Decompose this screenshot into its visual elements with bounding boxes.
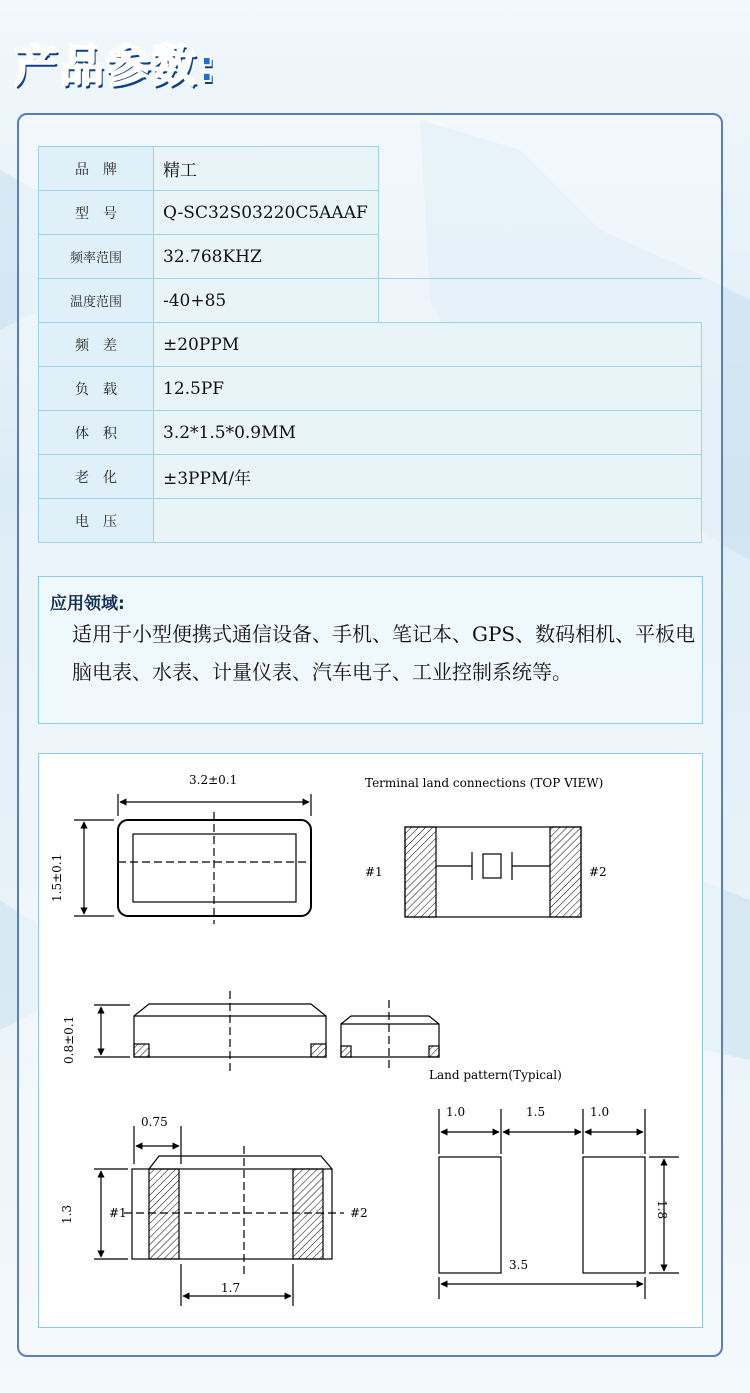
spec-value-frequency: 32.768KHZ <box>154 235 379 279</box>
spec-label-temperature: 温度范围 <box>39 279 154 323</box>
page-title: 产品参数: <box>14 41 218 92</box>
table-row <box>39 411 702 455</box>
table-row <box>39 455 702 499</box>
pin2-bottom-label: #2 <box>350 1206 368 1220</box>
spec-label-load: 负 载 <box>39 367 154 411</box>
dim-13-label: 1.3 <box>60 1204 74 1224</box>
spec-value-brand: 精工 <box>154 147 379 191</box>
spec-value-temperature: -40+85 <box>154 279 379 323</box>
land-10a-label: 1.0 <box>446 1105 466 1119</box>
spec-label-size: 体 积 <box>39 411 154 455</box>
application-text: 适用于小型便携式通信设备、手机、笔记本、GPS、数码相机、平板电脑电表、水表、计量仪表、汽车电子、工业控制系统等。 <box>72 622 696 684</box>
pin1-bottom-label: #1 <box>109 1206 127 1220</box>
dim-17-label: 1.7 <box>221 1281 241 1295</box>
table-row <box>39 367 702 411</box>
spec-label-brand: 品 牌 <box>39 147 154 191</box>
dimension-diagram <box>38 753 703 1328</box>
spec-label-frequency: 频率范围 <box>39 235 154 279</box>
spec-value-size: 3.2*1.5*0.9MM <box>154 411 702 455</box>
application-title: 应用领域: <box>50 594 125 614</box>
table-row <box>39 279 702 323</box>
spec-label-voltage: 电 压 <box>39 499 154 543</box>
spec-label-aging: 老 化 <box>39 455 154 499</box>
land-15-label: 1.5 <box>526 1105 546 1119</box>
application-box <box>38 576 703 724</box>
dim-length-label: 3.2±0.1 <box>189 773 238 787</box>
land-10b-label: 1.0 <box>590 1105 610 1119</box>
spec-value-load: 12.5PF <box>154 367 702 411</box>
dim-width-label: 1.5±0.1 <box>50 853 64 902</box>
spec-value-voltage <box>154 499 702 543</box>
table-row <box>39 147 702 191</box>
pin1-label: #1 <box>365 865 383 879</box>
spec-label-model: 型 号 <box>39 191 154 235</box>
spec-value-model: Q-SC32S03220C5AAAF <box>154 191 379 235</box>
spec-label-tolerance: 频 差 <box>39 323 154 367</box>
land-pattern-title: Land pattern(Typical) <box>429 1068 562 1082</box>
table-row <box>39 191 702 235</box>
table-row <box>39 499 702 543</box>
dim-075-label: 0.75 <box>141 1115 168 1129</box>
dimension-drawing <box>39 754 704 1329</box>
spec-value-tolerance: ±20PPM <box>154 323 702 367</box>
spec-value-aging: ±3PPM/年 <box>154 455 702 499</box>
spec-table <box>38 146 702 543</box>
dim-height-label: 0.8±0.1 <box>62 1015 76 1064</box>
land-18-label: 1.8 <box>655 1200 669 1220</box>
pin2-label: #2 <box>589 865 607 879</box>
table-row <box>39 235 702 279</box>
terminal-title: Terminal land connections (TOP VIEW) <box>365 776 604 790</box>
land-35-label: 3.5 <box>509 1258 529 1272</box>
table-row <box>39 323 702 367</box>
